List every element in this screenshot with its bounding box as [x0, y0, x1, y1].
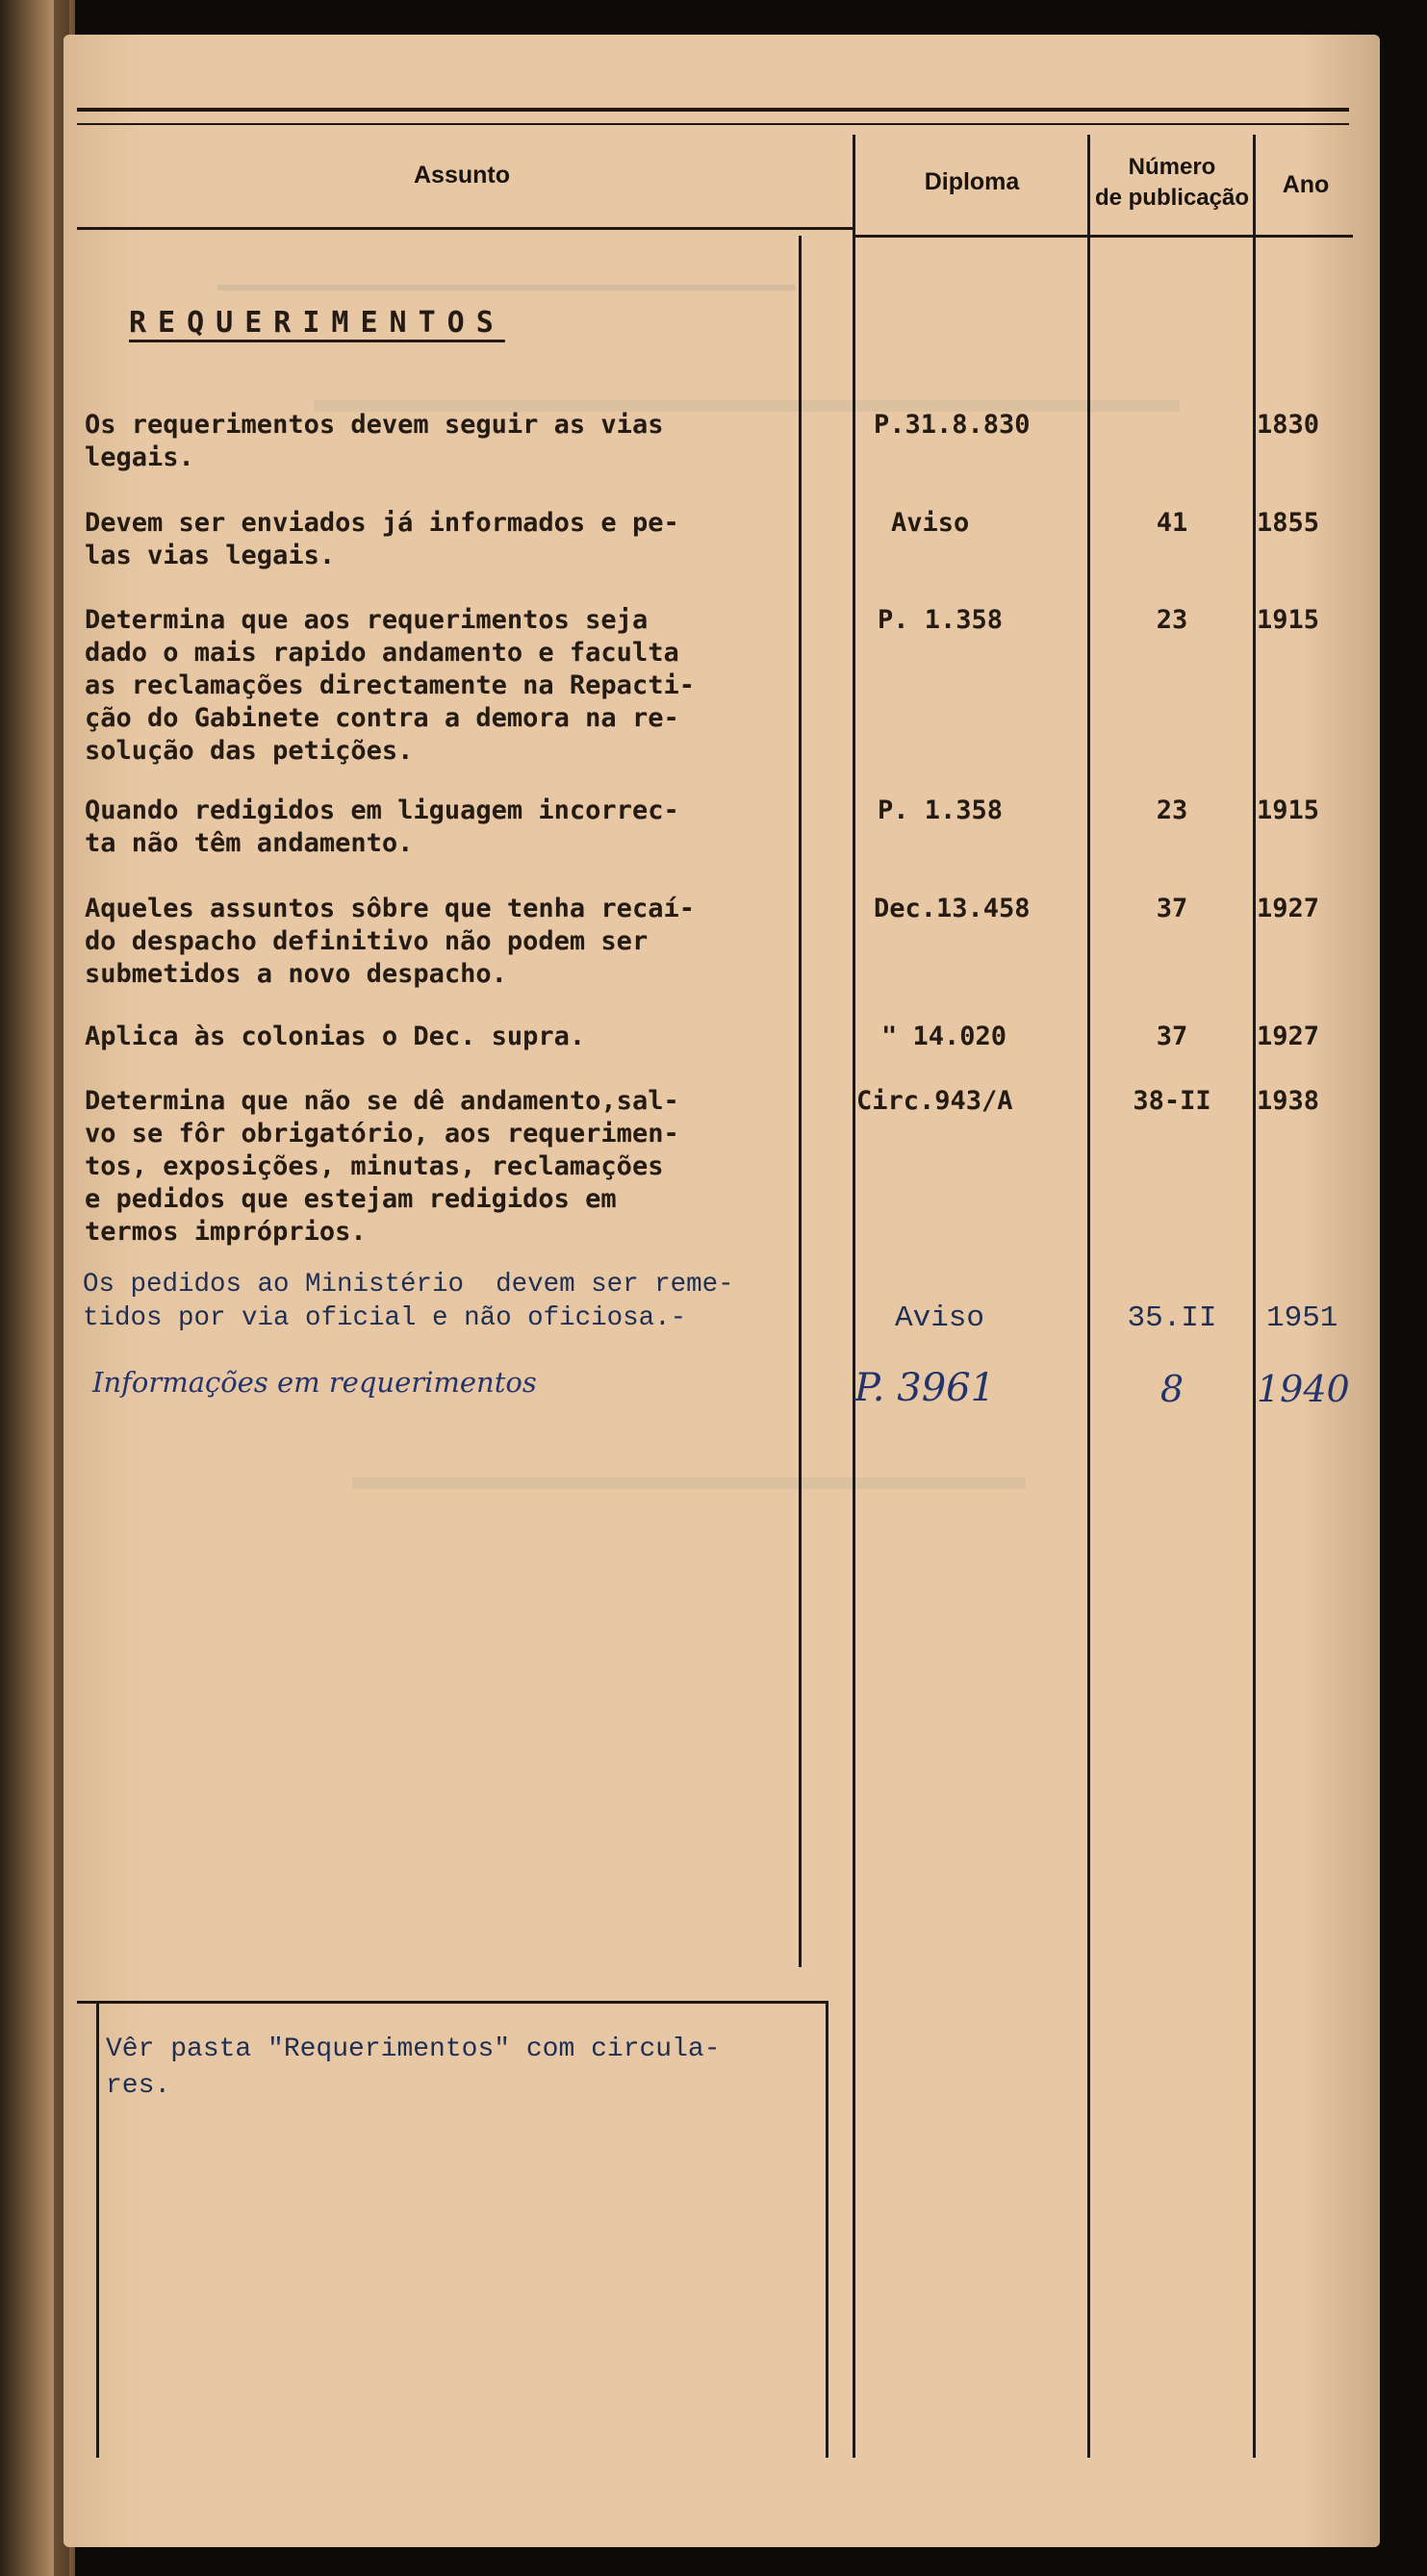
entry-assunto: Os pedidos ao Ministério devem ser reme- tidos por via oficial e não oficiosa.- [83, 1270, 734, 1333]
column-header-numero [1093, 152, 1251, 214]
entry-ano-handwritten: 1940 [1257, 1368, 1350, 1410]
entry-ano: 1951 [1266, 1301, 1338, 1335]
entry-ano: 1938 [1257, 1086, 1320, 1116]
entry-assunto: Aqueles assuntos sôbre que tenha recaí- do despacho definitivo não podem ser submetidos a novo despacho. [85, 894, 695, 989]
entry-numero: 38-II [1133, 1086, 1211, 1116]
column-header-diploma: Diploma [924, 168, 1020, 195]
entry-numero: 37 [1156, 1022, 1188, 1051]
entry-ano: 1915 [1257, 796, 1320, 825]
note-box-top [77, 2001, 828, 2004]
entry-assunto-handwritten: Informações em requerimentos [92, 1366, 537, 1399]
entry-diploma: " 14.020 [881, 1022, 1007, 1051]
entry-assunto: Devem ser enviados já informados e pe- las vias legais. [85, 508, 679, 570]
entry-ano: 1927 [1257, 1022, 1320, 1051]
note-box-left [96, 2001, 99, 2458]
entry-numero-handwritten: 8 [1159, 1368, 1185, 1410]
footer-note: Vêr pasta "Requerimentos" com circula- res. [106, 2034, 721, 2101]
entry-numero: 23 [1156, 605, 1188, 635]
entry-diploma: Dec.13.458 [874, 894, 1031, 923]
entry-assunto: Determina que aos requerimentos seja dado o mais rapido andamento e faculta as reclamações directamente na Repacti- ção do Gabinete contra a demora na re- solução das petições. [85, 605, 695, 766]
column-header-numero-line1: Número [1128, 154, 1216, 180]
header-bottom-rule-right [853, 235, 1353, 238]
bleed-through-shadow [352, 1477, 1026, 1489]
entry-diploma: P. 1.358 [878, 605, 1004, 635]
entry-assunto: Determina que não se dê andamento,sal- vo se fôr obrigatório, aos requerimen- tos, exposições, minutas, reclamações e pedidos que estejam redigidos em termos impróprios. [85, 1086, 679, 1247]
entry-ano: 1927 [1257, 894, 1320, 923]
header-bottom-rule-left [77, 227, 853, 230]
entry-diploma: P.31.8.830 [874, 410, 1031, 440]
entry-assunto: Quando redigidos em liguagem incorrec- ta não têm andamento. [85, 796, 679, 858]
column-header-ano: Ano [1282, 171, 1330, 198]
entry-assunto: Os requerimentos devem seguir as vias legais. [85, 410, 664, 472]
col-divider-numero [1087, 135, 1090, 2458]
col-divider-ano [1253, 135, 1256, 2458]
entry-diploma: Aviso [895, 1301, 985, 1335]
entry-assunto: Aplica às colonias o Dec. supra. [85, 1022, 586, 1051]
entry-ano: 1915 [1257, 605, 1320, 635]
entry-numero: 41 [1156, 508, 1188, 538]
bleed-through-shadow [217, 256, 795, 290]
col-divider-inner [799, 236, 802, 1967]
entry-diploma: Aviso [891, 508, 970, 538]
entry-ano: 1855 [1257, 508, 1320, 538]
top-rule-thin [77, 123, 1349, 125]
section-title: REQUERIMENTOS [129, 306, 505, 340]
entry-numero: 37 [1156, 894, 1188, 923]
entry-diploma-handwritten: P. 3961 [854, 1366, 996, 1410]
top-rule [77, 108, 1349, 112]
entry-numero: 35.II [1127, 1301, 1217, 1335]
entry-diploma: Circ.943/A [856, 1086, 1013, 1116]
entry-diploma: P. 1.358 [878, 796, 1004, 825]
col-divider-assunto [853, 135, 855, 2458]
entry-ano: 1830 [1257, 410, 1320, 440]
note-box-right [826, 2001, 828, 2458]
column-header-numero-line2: de publicação [1094, 185, 1250, 211]
entry-numero: 23 [1156, 796, 1188, 825]
column-header-assunto: Assunto [414, 162, 510, 189]
